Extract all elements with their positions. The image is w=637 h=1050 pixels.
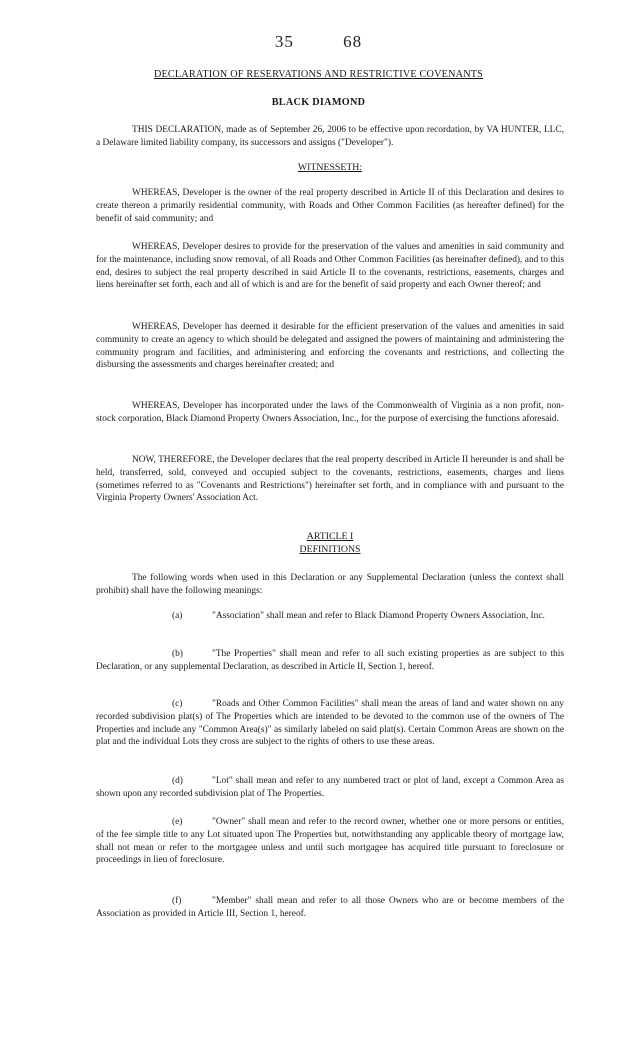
definition-d: (d) "Lot" shall mean and refer to any numbered tract or plot of land, except a Common Area as shown upon any recorded subdivision plat of The Properties. xyxy=(96,776,564,799)
definition-text: "Association" shall mean and refer to Black Diamond Property Owners Association, Inc. xyxy=(212,611,545,621)
whereas-paragraph-4: WHEREAS, Developer has incorporated under the laws of the Commonwealth of Virginia as a non profit, non-stock corporation, Black Diamond Property Owners Association, Inc., for the purpose of exercising the functions aforesaid. xyxy=(96,401,564,424)
page-number: 68 xyxy=(343,32,363,51)
definition-f: (f) "Member" shall mean and refer to all those Owners who are or become members of the Association as provided in Article III, Section 1, hereof. xyxy=(96,896,564,919)
document-title: DECLARATION OF RESERVATIONS AND RESTRICTIVE COVENANTS xyxy=(153,69,484,80)
witnesseth-heading: WITNESSETH: xyxy=(297,162,363,173)
definition-b: (b) "The Properties" shall mean and refer to all such existing properties as are subject to this Declaration, or any supplemental Declaration, as described in Article II, Section 1, hereof. xyxy=(96,649,564,672)
book-page-reference xyxy=(0,32,637,52)
definition-e: (e) "Owner" shall mean and refer to the record owner, whether one or more persons or entities, of the fee simple title to any Lot situated upon The Properties but, notwithstanding any applicable theory of mortgage law, shall not mean or refer to the mortgagee unless and until such mortgagee has acquired title pursuant to foreclosure or proceedings in lieu of foreclosure. xyxy=(96,817,564,866)
definition-a: (a) "Association" shall mean and refer to Black Diamond Property Owners Association, Inc. xyxy=(172,611,545,621)
article-heading: ARTICLE I xyxy=(306,531,354,542)
definition-c: (c) "Roads and Other Common Facilities" shall mean the areas of land and water shown on any recorded subdivision plat(s) of The Properties which are intended to be devoted to the common use of the owners of The Properties and include any "Common Area(s)" as similarly labeled on said plat(s). Certain Common Areas are shown on the plat and the individual Lots they cross are subject to the rights of others to use these areas. xyxy=(96,699,564,748)
definition-text: "The Properties" shall mean and refer to all such existing properties as are subject to this Declaration, or any supplemental Declaration, as described in Article II, Section 1, hereof. xyxy=(96,649,564,672)
whereas-paragraph-3: WHEREAS, Developer has deemed it desirable for the efficient preservation of the values and amenities in said community to create an agency to which should be delegated and assigned the powers of maintaining and administering the community program and facilities, and administering and enforcing the covenants and restrictions, and collecting the disbursing the assessments and charges hereinafter created; and xyxy=(96,322,564,371)
definition-text: "Member" shall mean and refer to all those Owners who are or become members of the Association as provided in Article III, Section 1, hereof. xyxy=(96,896,564,919)
whereas-paragraph-1: WHEREAS, Developer is the owner of the real property described in Article II of this Declaration and desires to create thereon a primarily residential community, with Roads and Other Common Facilities (as hereafter defined) for the benefit of said community; and xyxy=(96,188,564,224)
document-subtitle: BLACK DIAMOND xyxy=(271,97,366,108)
whereas-paragraph-2: WHEREAS, Developer desires to provide for the preservation of the values and amenities in said community and for the maintenance, including snow removal, of all Roads and Other Common Facilities (as hereinafter defined), and to this end, desires to subject the real property described in said Article II to the covenants, restrictions, easements, charges and liens hereinafter set forth, each and all of which is and are for the benefit of said property and each Owner thereof; and xyxy=(96,242,564,291)
definition-text: "Lot" shall mean and refer to any numbered tract or plot of land, except a Common Area as shown upon any recorded subdivision plat of The Properties. xyxy=(96,776,564,799)
book-number: 35 xyxy=(274,32,294,51)
intro-paragraph: THIS DECLARATION, made as of September 26, 2006 to be effective upon recordation, by VA HUNTER, LLC, a Delaware limited liability company, its successors and assigns ("Developer"). xyxy=(96,125,564,148)
definition-text: "Owner" shall mean and refer to the record owner, whether one or more persons or entities, of the fee simple title to any Lot situated upon The Properties but, notwithstanding any applicable theory of mortgage law, shall not mean or refer to the mortgagee unless and until such mortgagee has acquired title pursuant to foreclosure or proceedings in lieu of foreclosure. xyxy=(96,817,564,866)
definition-text: "Roads and Other Common Facilities" shall mean the areas of land and water shown on any recorded subdivision plat(s) of The Properties which are intended to be devoted to the common use of the owners of The Properties and include any "Common Area(s)" as similarly labeled on said plat(s). Certain Common Areas are shown on the plat and the individual Lots they cross are subject to the rights of others to use these areas. xyxy=(96,699,564,748)
now-therefore-paragraph: NOW, THEREFORE, the Developer declares that the real property described in Article II hereunder is and shall be held, transferred, sold, conveyed and occupied subject to the covenants, restrictions, easements, charges and liens (sometimes referred to as "Covenants and Restrictions") hereinafter set forth, and in compliance with and pursuant to the Virginia Property Owners' Association Act. xyxy=(96,455,564,504)
definitions-lead: The following words when used in this Declaration or any Supplemental Declaration (unless the context shall prohibit) shall have the following meanings: xyxy=(96,573,564,596)
article-subheading: DEFINITIONS xyxy=(299,544,361,555)
